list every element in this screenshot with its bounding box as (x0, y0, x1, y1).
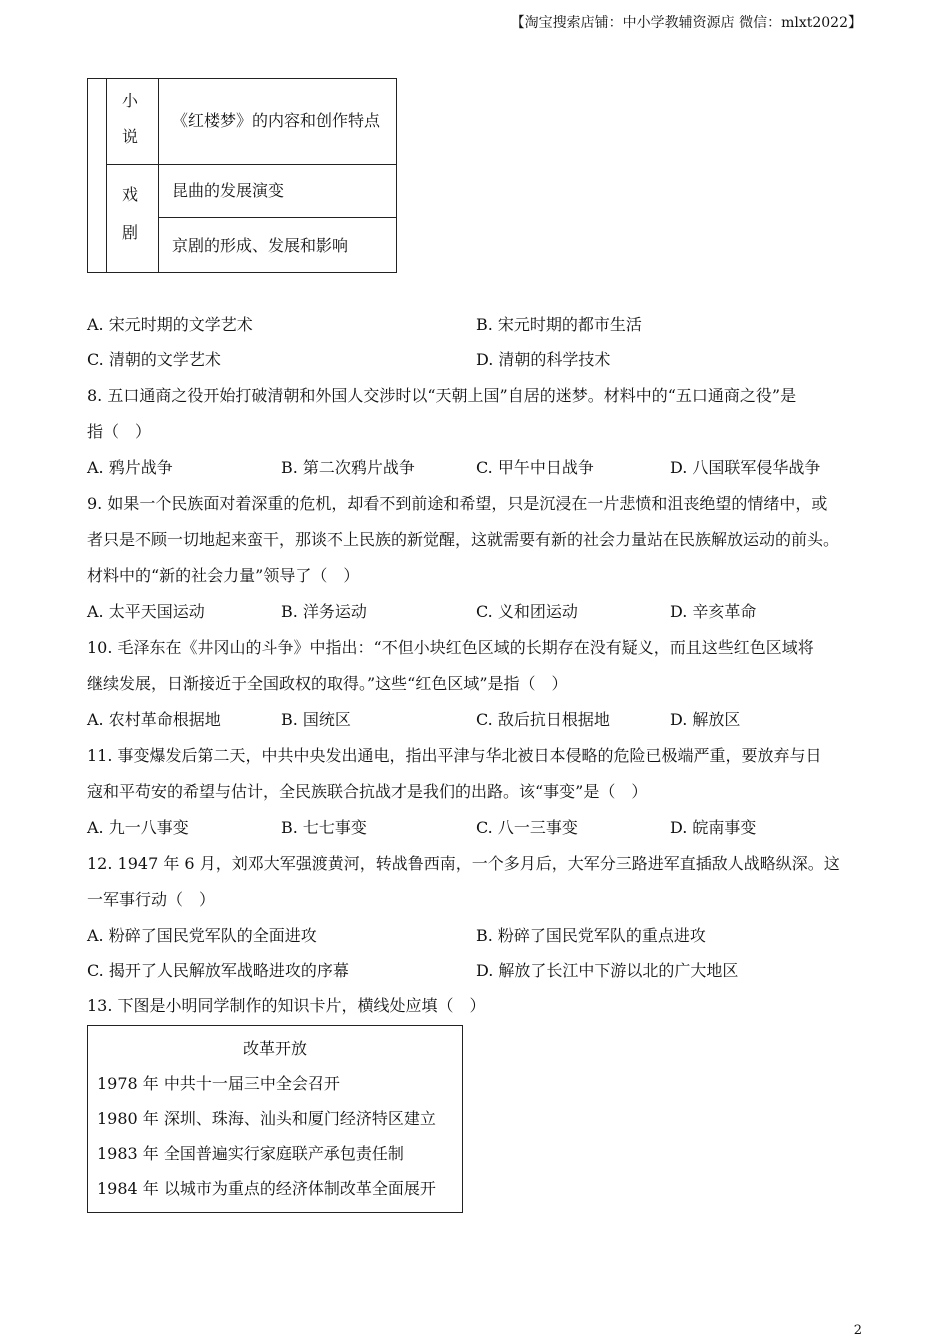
q10-stem-line-2: 继续发展，日渐接近于全国政权的取得。”这些“红色区域”是指（ ） (87, 674, 568, 693)
q12-stem-line-2: 一军事行动（ ） (87, 890, 216, 909)
q8-stem-line-1: 8. 五口通商之役开始打破清朝和外国人交涉时以“天朝上国”自居的迷梦。材料中的“五口通商之役”是 (87, 386, 797, 405)
q8-option-b: B. 第二次鸦片战争 (281, 458, 415, 477)
q7-option-b: B. 宋元时期的都市生活 (476, 315, 642, 334)
table-cell-jingju: 京剧的形成、发展和影响 (172, 236, 349, 255)
q8-option-c: C. 甲午中日战争 (476, 458, 594, 477)
category-novel-2: 说 (121, 127, 138, 146)
q8-option-a: A. 鸦片战争 (87, 458, 173, 477)
q12-option-d: D. 解放了长江中下游以北的广大地区 (476, 961, 739, 980)
card-row: 1984 年 以城市为重点的经济体制改革全面展开 (97, 1179, 436, 1198)
q7-option-a: A. 宋元时期的文学艺术 (87, 315, 253, 334)
q10-option-a: A. 农村革命根据地 (87, 710, 221, 729)
page-header: 【淘宝搜索店铺：中小学教辅资源店 微信：mlxt2022】 (510, 15, 862, 31)
q11-stem-line-1: 11. 事变爆发后第二天，中共中央发出通电，指出平津与华北被日本侵略的危险已极端严重，要放弃与日 (87, 746, 822, 765)
card-row: 1983 年 全国普遍实行家庭联产承包责任制 (97, 1144, 404, 1163)
q9-option-c: C. 义和团运动 (476, 602, 578, 621)
q13-stem: 13. 下图是小明同学制作的知识卡片，横线处应填（ ） (87, 996, 486, 1015)
q9-stem-line-3: 材料中的“新的社会力量”领导了（ ） (87, 566, 360, 585)
q9-stem-line-2: 者只是不顾一切地起来蛮干，那谈不上民族的新觉醒，这就需要有新的社会力量站在民族解放运动的前头。 (87, 530, 840, 549)
category-novel-1: 小 (121, 91, 138, 110)
q7-option-d: D. 清朝的科学技术 (476, 350, 611, 369)
table-inner-border (106, 79, 107, 272)
table-row-divider (158, 217, 396, 218)
knowledge-card (87, 1025, 463, 1213)
q12-stem-line-1: 12. 1947 年 6 月，刘邓大军强渡黄河，转战鲁西南，一个多月后，大军分三路进军直插敌人战略纵深。这 (87, 854, 840, 873)
q10-option-c: C. 敌后抗日根据地 (476, 710, 610, 729)
q7-option-c: C. 清朝的文学艺术 (87, 350, 221, 369)
q12-option-a: A. 粉碎了国民党军队的全面进攻 (87, 926, 317, 945)
table-cell-novel: 《红楼梦》的内容和创作特点 (172, 111, 381, 130)
card-row: 1978 年 中共十一届三中全会召开 (97, 1074, 340, 1093)
q11-option-b: B. 七七事变 (281, 818, 367, 837)
q9-option-a: A. 太平天国运动 (87, 602, 205, 621)
table-column-divider (158, 79, 159, 272)
category-drama-2: 剧 (121, 223, 138, 242)
q11-option-c: C. 八一三事变 (476, 818, 578, 837)
q11-stem-line-2: 寇和平苟安的希望与估计，全民族联合抗战才是我们的出路。该“事变”是（ ） (87, 782, 648, 801)
q11-option-d: D. 皖南事变 (670, 818, 757, 837)
culture-table (87, 78, 397, 273)
table-cell-kunqu: 昆曲的发展演变 (172, 181, 285, 200)
q8-stem-line-2: 指（ ） (87, 422, 152, 441)
q10-stem-line-1: 10. 毛泽东在《井冈山的斗争》中指出：“不但小块红色区域的长期存在没有疑义，而且这些红色区域将 (87, 638, 814, 657)
card-row: 1980 年 深圳、珠海、汕头和厦门经济特区建立 (97, 1109, 436, 1128)
q11-option-a: A. 九一八事变 (87, 818, 189, 837)
q10-option-b: B. 国统区 (281, 710, 351, 729)
q9-option-d: D. 辛亥革命 (670, 602, 757, 621)
q10-option-d: D. 解放区 (670, 710, 741, 729)
q12-option-b: B. 粉碎了国民党军队的重点进攻 (476, 926, 706, 945)
q9-option-b: B. 洋务运动 (281, 602, 367, 621)
q12-option-c: C. 揭开了人民解放军战略进攻的序幕 (87, 961, 349, 980)
table-row-divider (106, 164, 396, 165)
q9-stem-line-1: 9. 如果一个民族面对着深重的危机，却看不到前途和希望，只是沉浸在一片悲愤和沮丧绝望的情绪中，或 (87, 494, 828, 513)
page-number: 2 (853, 1323, 862, 1338)
card-title: 改革开放 (242, 1039, 307, 1058)
q8-option-d: D. 八国联军侵华战争 (670, 458, 821, 477)
category-drama-1: 戏 (121, 185, 138, 204)
